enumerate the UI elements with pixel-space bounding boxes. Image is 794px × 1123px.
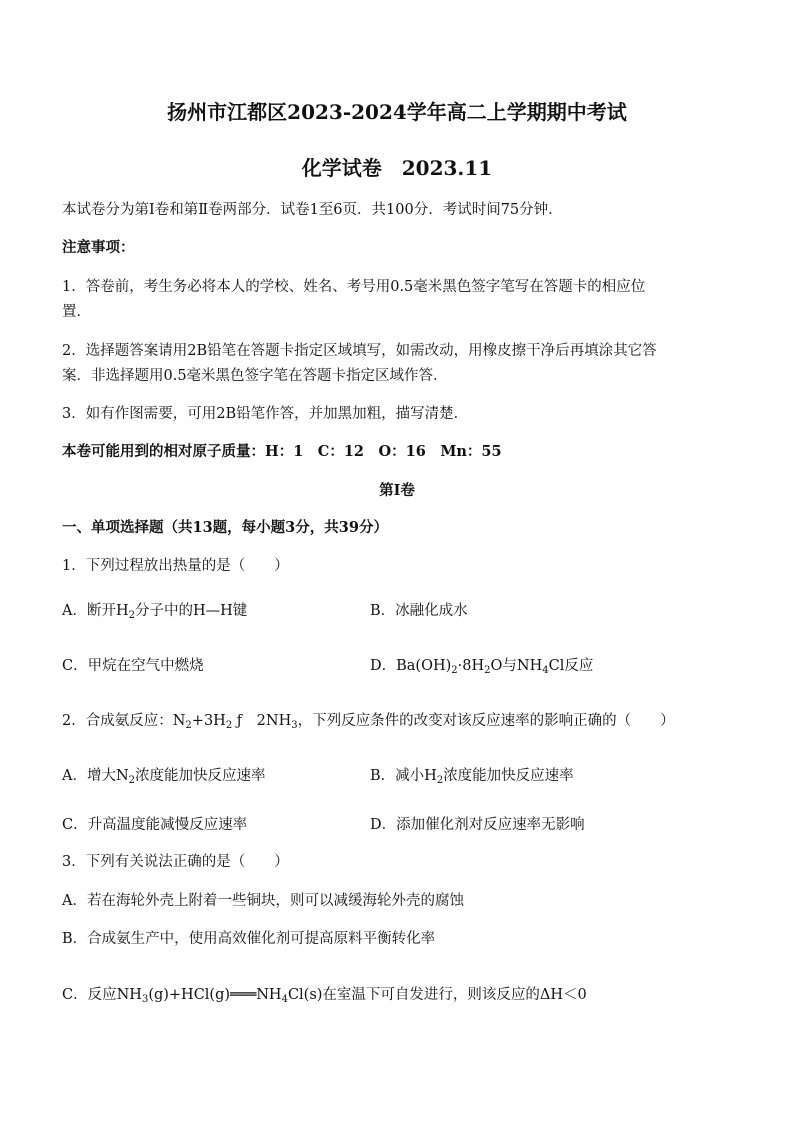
note-line: 1．答卷前，考生务必将本人的学校、姓名、考号用0.5毫米黑色签字笔写在答题卡的相应位 xyxy=(62,279,646,295)
note-line: 2．选择题答案请用2B铅笔在答题卡指定区域填写，如需改动，用橡皮擦干净后再填涂其它答 xyxy=(62,343,657,359)
notes-heading: 注意事项： xyxy=(62,239,135,256)
q2-option-c: C．升高温度能减慢反应速率 xyxy=(62,817,248,833)
q1-option-a: A．断开$H_2$分子中的H—H键 xyxy=(62,603,248,621)
q3-option-b: B．合成氨生产中，使用高效催化剂可提高原料平衡转化率 xyxy=(62,931,436,947)
q2-option-a: A．增大$N_2$浓度能加快反应速率 xyxy=(62,768,266,786)
exam-title: 扬州市江都区2023-2024学年高二上学期期中考试 xyxy=(167,100,627,124)
q3-stem: 3．下列有关说法正确的是（ ） xyxy=(62,854,289,870)
q1-stem: 1．下列过程放出热量的是（ ） xyxy=(62,558,289,574)
section-heading: 一、单项选择题（共13题，每小题3分，共39分） xyxy=(62,519,388,536)
q3-option-c: C．反应$NH_3(g)+HCl(g)═══NH_4Cl(s)$在室温下可自发进行，则该反应的ΔH＜0 xyxy=(62,987,587,1005)
note-line: 案．非选择题用0.5毫米黑色签字笔在答题卡指定区域作答． xyxy=(62,368,448,384)
q2-option-d: D．添加催化剂对反应速率无影响 xyxy=(370,817,585,833)
atomic-mass-line: 本卷可能用到的相对原子质量：H：1 C：12 O：16 Mn：55 xyxy=(62,443,502,460)
q2-option-b: B．减小$H_2$浓度能加快反应速率 xyxy=(370,768,574,786)
note-line: 3．如有作图需要，可用2B铅笔作答，并加黑加粗，描写清楚． xyxy=(62,406,469,422)
q2-stem: 2．合成氨反应：$N_2+3H_2$ ƒ $2NH_3$，下列反应条件的改变对该反应速率的影响正确的（ ） xyxy=(62,713,675,731)
q1-option-c: C．甲烷在空气中燃烧 xyxy=(62,658,204,674)
q1-option-b: B．冰融化成水 xyxy=(370,603,468,619)
intro-text: 本试卷分为第Ⅰ卷和第Ⅱ卷两部分．试卷1至6页．共100分．考试时间75分钟． xyxy=(62,202,563,218)
q1-option-d: D．$Ba(OH)_2\cdot 8H_2O$与$NH_4Cl$反应 xyxy=(370,658,594,676)
part-label: 第Ⅰ卷 xyxy=(379,482,415,499)
exam-subtitle: 化学试卷 2023.11 xyxy=(301,156,493,180)
note-line: 置． xyxy=(62,304,91,320)
q3-option-a: A．若在海轮外壳上附着一些铜块，则可以减缓海轮外壳的腐蚀 xyxy=(62,893,464,909)
